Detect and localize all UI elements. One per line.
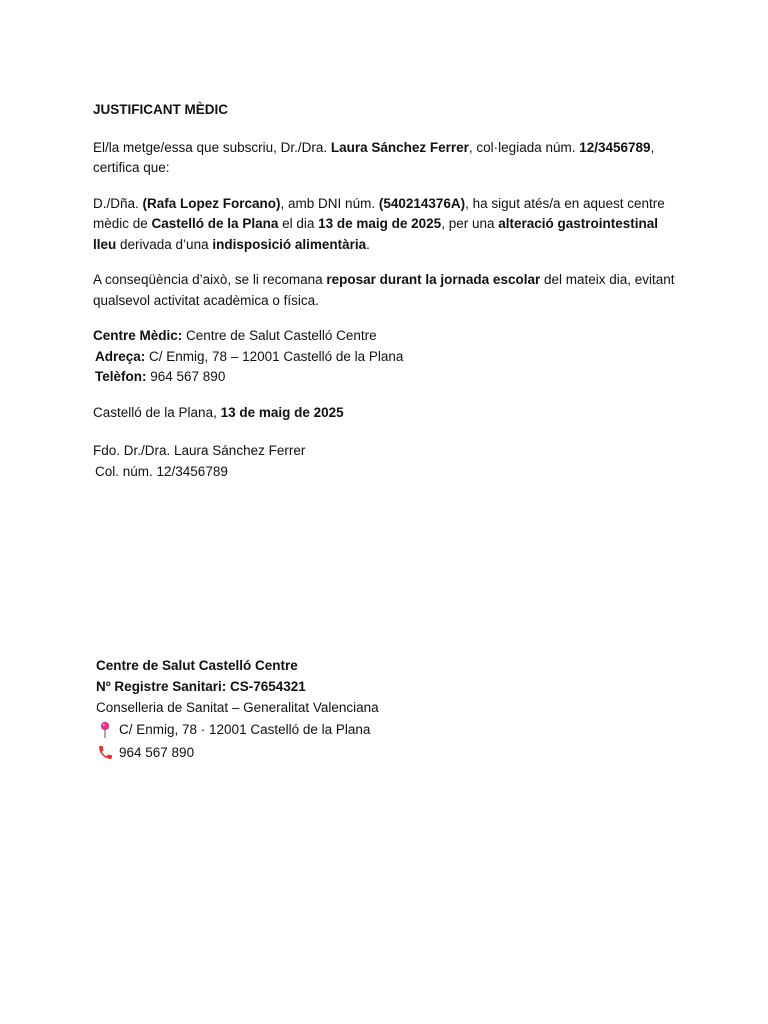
document-title: JUSTIFICANT MÈDIC (93, 102, 228, 117)
text: A conseqüència d’això, se li recomana (93, 272, 327, 287)
cause: indisposició alimentària (212, 236, 367, 252)
text: , ha sigut atés/a en aquest centre mèdic de (93, 195, 665, 231)
certification-paragraph (93, 138, 683, 179)
phone-label: Telèfon: (95, 369, 147, 384)
signature-line-2: Col. núm. 12/3456789 (95, 463, 228, 479)
text: derivada d’una (116, 236, 213, 252)
recommendation: reposar durant la jornada escolar (326, 272, 541, 287)
place: Castelló de la Plana, (93, 404, 221, 420)
recommendation-paragraph (93, 270, 683, 311)
text: D./Dña. (93, 195, 143, 211)
doctor-name: Laura Sánchez Ferrer (330, 139, 469, 155)
pushpin-icon (96, 721, 114, 739)
phone-value: 964 567 890 (146, 369, 226, 384)
address-line (93, 347, 683, 368)
city: Castelló de la Plana (151, 216, 279, 231)
patient-name: (Rafa Lopez Forcano) (142, 195, 281, 211)
text: El/la metge/essa que subscriu, Dr./Dra. (93, 139, 331, 155)
license-number: 12/3456789 (579, 139, 651, 155)
dni-number: (540214376A) (378, 195, 466, 211)
footer-address-row (96, 718, 596, 741)
footer-center-name-text: Centre de Salut Castelló Centre (96, 658, 298, 673)
footer-phone-row (96, 741, 596, 764)
footer-center-name (96, 655, 596, 676)
address-value: C/ Enmig, 78 – 12001 Castelló de la Plana (145, 348, 404, 364)
footer-registry-text: Nº Registre Sanitari: CS-7654321 (96, 679, 306, 694)
diagnosis: alteració gastrointestinal lleu (93, 216, 659, 252)
signature-line-1: Fdo. Dr./Dra. Laura Sánchez Ferrer (93, 443, 306, 458)
place-date (93, 403, 683, 424)
text: . (366, 236, 370, 252)
text: , amb DNI núm. (280, 195, 379, 211)
address-label: Adreça: (95, 348, 146, 364)
signature-block (93, 441, 683, 482)
text: , per una (441, 216, 499, 231)
center-line (93, 326, 683, 347)
document-body (93, 100, 683, 482)
footer-registry (96, 676, 596, 697)
text: el dia (278, 216, 319, 231)
center-value: Centre de Salut Castelló Centre (182, 328, 377, 343)
telephone-icon (96, 744, 114, 762)
footer-phone: 964 567 890 (119, 745, 195, 760)
text: , col·legiada núm. (468, 139, 580, 155)
phone-line (93, 367, 683, 388)
text: del mateix dia, evitant qualsevol activitat acadèmica o física. (93, 272, 675, 308)
footer-address: C/ Enmig, 78 · 12001 Castelló de la Plana (119, 722, 371, 737)
center-label: Centre Mèdic: (93, 328, 183, 343)
text: , certifica que: (93, 139, 655, 175)
footer (96, 655, 596, 764)
visit-date: 13 de maig de 2025 (318, 216, 442, 231)
center-info (93, 326, 683, 388)
patient-paragraph (93, 194, 683, 256)
footer-department: Conselleria de Sanitat – Generalitat Valenciana (96, 700, 379, 715)
signing-date: 13 de maig de 2025 (220, 404, 344, 420)
